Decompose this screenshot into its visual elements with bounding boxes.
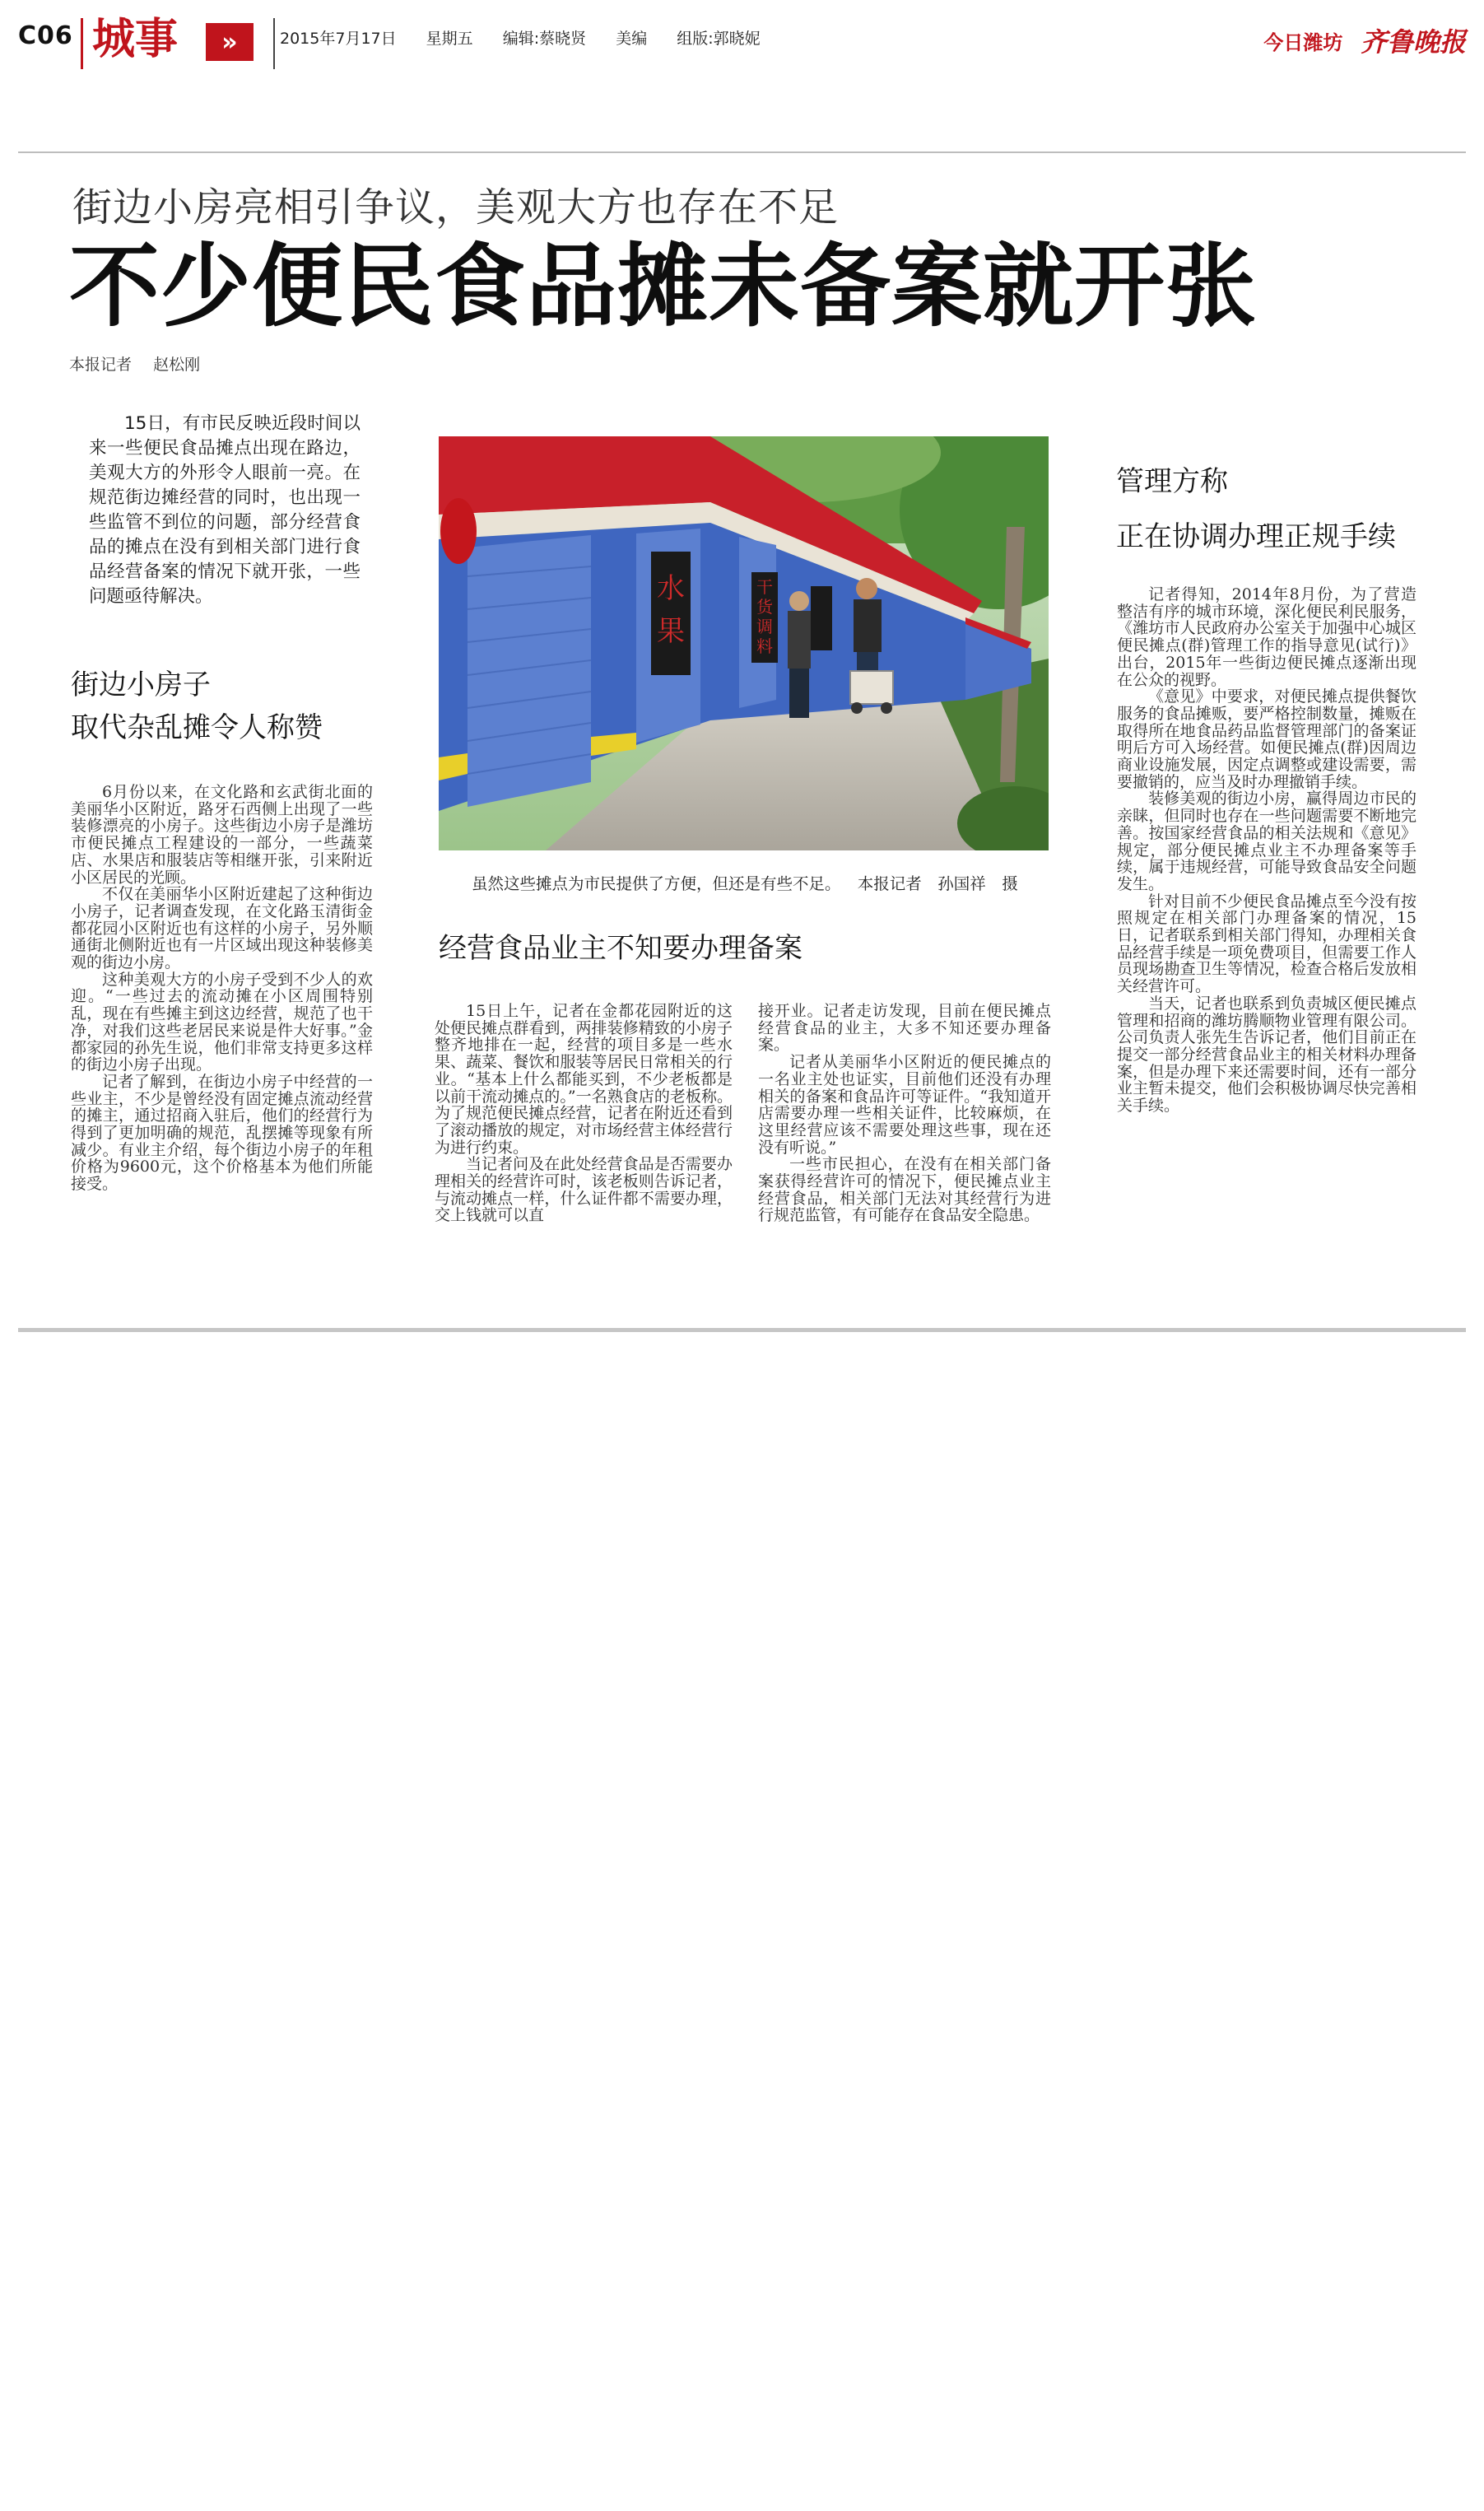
- section3-heading: [1116, 454, 1396, 565]
- section3-heading-line1: 管理方称: [1116, 465, 1228, 498]
- news-photo: [439, 436, 1049, 850]
- masthead-right: [1263, 21, 1466, 59]
- column-kicker: 今日潍坊: [1263, 30, 1343, 54]
- layout-credit: 组版:郭晓妮: [677, 30, 761, 48]
- article-lede: 15日，有市民反映近段时间以来一些便民食品摊点出现在路边，美观大方的外形令人眼前一亮。在规范街边摊经营的同时，也出现一些监管不到位的问题，部分经营食品的摊点在没有到相关部门进行食品经营备案的情况下就开张，一些问题亟待解决。: [89, 413, 361, 607]
- section2-paragraph: 15日上午，记者在金都花园附近的这处便民摊点群看到，两排装修精致的小房子整齐地排在一起，经营的项目多是一些水果、蔬菜、餐饮和服装等居民日常相关的行业。“基本上什么都能买到，不少老板都是以前干流动摊点的。”一名熟食店的老板称。为了规范便民摊点经营，记者在附近还看到了滚动播放的规定，对市场经营主体经营行为进行约束。: [435, 1002, 733, 1157]
- article-subhead: 街边小房亮相引争议，美观大方也存在不足: [72, 184, 840, 231]
- page-number: C06: [18, 21, 73, 50]
- svg-text:货: 货: [756, 597, 773, 617]
- section1-paragraph: 6月份以来，在文化路和玄武街北面的美丽华小区附近，路牙石西侧上出现了一些装修漂亮的小房子。这些街边小房子是潍坊市便民摊点工程建设的一部分，一些蔬菜店、水果店和服装店等相继开张，引来附近小区居民的光顾。: [71, 783, 373, 887]
- issue-weekday: 星期五: [426, 30, 473, 48]
- svg-text:干: 干: [756, 577, 773, 597]
- section1-heading: [71, 664, 323, 749]
- issue-date: 2015年7月17日: [280, 30, 397, 48]
- section1-heading-line2: 取代杂乱摊令人称赞: [71, 711, 323, 744]
- section1-paragraph: 记者了解到，在街边小房子中经营的一些业主，不少是曾经没有固定摊点流动经营的摊主，通过招商入驻后，他们的经营行为得到了更加明确的规范，乱摆摊等现象有所减少。有业主介绍，每个街边小房子的年租价格为9600元，这个价格基本为他们所能接受。: [71, 1072, 373, 1194]
- section2-body-col2: [758, 1003, 1051, 1224]
- byline: [69, 352, 200, 375]
- header-meta: [280, 26, 785, 49]
- section3-heading-line2: 正在协调办理正规手续: [1116, 520, 1396, 553]
- section2-paragraph: 一些市民担心，在没有在相关部门备案获得经营许可的情况下，便民摊点业主经营食品，相关部门无法对其经营行为进行规范监管，有可能存在食品安全隐患。: [758, 1155, 1051, 1225]
- photo-sign-fruit-char2: 果: [657, 615, 685, 648]
- photo-sign-fruit-char1: 水: [657, 572, 685, 605]
- section2-heading: 经营食品业主不知要办理备案: [439, 932, 802, 965]
- section2-body-col1: [435, 1003, 733, 1224]
- section3-body: [1117, 586, 1417, 1115]
- newspaper-logo: 齐鲁晚报: [1360, 26, 1466, 58]
- section3-paragraph: 《意见》中要求，对便民摊点提供餐饮服务的食品摊贩，要严格控制数量，摊贩在取得所在地食品药品监督管理部门的备案证明后方可入场经营。如便民摊点(群)因周边商业设施发展，因定点调整或建设需要，需要撤销的，应当及时办理撤销手续。: [1117, 687, 1417, 791]
- svg-text:调: 调: [756, 617, 773, 636]
- street-stalls-photo: [439, 436, 1049, 850]
- section2-paragraph: 记者从美丽华小区附近的便民摊点的一名业主处也证实，目前他们还没有办理相关的备案和食品许可等证件。“我知道开店需要办理一些相关证件，比较麻烦，在这里经营应该不需要处理这些事，现在还没有听说。”: [758, 1053, 1051, 1157]
- section2-paragraph: 接开业。记者走访发现，目前在便民摊点经营食品的业主，大多不知还要办理备案。: [758, 1002, 1051, 1055]
- section-name: 城事: [92, 15, 179, 64]
- art-editor-credit: 美编: [616, 30, 648, 48]
- photo-caption: [472, 871, 1018, 894]
- section3-paragraph: 装修美观的街边小房，赢得周边市民的亲睐，但同时也存在一些问题需要不断地完善。按国家经营食品的相关法规和《意见》规定，部分便民摊点业主不办理备案等手续，属于违规经营，可能导致食品安全问题发生。: [1117, 790, 1417, 893]
- section3-paragraph: 针对目前不少便民食品摊点至今没有按照规定在相关部门办理备案的情况，15日，记者联系到相关部门得知，办理相关食品经营手续是一项免费项目，但需要工作人员现场勘查卫生等情况，检查合格后发放相关经营许可。: [1117, 892, 1417, 996]
- photo-caption-text: 虽然这些摊点为市民提供了方便，但还是有些不足。: [472, 874, 841, 893]
- section1-paragraph: 这种美观大方的小房子受到不少人的欢迎。“一些过去的流动摊在小区周围特别乱，现在有些摊主到这边经营，规范了也干净，对我们这些老居民来说是件大好事。”金都家园的孙先生说，他们非常支持更多这样的街边小房子出现。: [71, 970, 373, 1074]
- byline-label: 本报记者: [69, 356, 133, 374]
- section1-body: [71, 784, 373, 1193]
- top-rule: [18, 151, 1466, 153]
- svg-text:料: 料: [756, 636, 773, 656]
- byline-name: 赵松刚: [153, 356, 201, 374]
- section1-paragraph: 不仅在美丽华小区附近建起了这种街边小房子，记者调查发现，在文化路玉清街金都花园小区附近也有这样的小房子，另外顺通街北侧附近也有一片区域出现这种装修美观的街边小房。: [71, 885, 373, 972]
- header-divider-2: [273, 18, 275, 69]
- editor-credit: 编辑:蔡晓贤: [502, 30, 587, 48]
- photo-credit: 本报记者 孙国祥 摄: [857, 874, 1018, 893]
- section2-paragraph: 当记者问及在此处经营食品是否需要办理相关的经营许可时，该老板则告诉记者，与流动摊点一样，什么证件都不需要办理，交上钱就可以直: [435, 1155, 733, 1225]
- section3-paragraph: 记者得知，2014年8月份，为了营造整洁有序的城市环境，深化便民利民服务，《潍坊市人民政府办公室关于加强中心城区便民摊点(群)管理工作的指导意见(试行)》出台，2015年一些街边便民摊点逐渐出现在公众的视野。: [1117, 585, 1417, 689]
- section3-paragraph: 当天，记者也联系到负责城区便民摊点管理和招商的潍坊腾顺物业管理有限公司。公司负责人张先生告诉记者，他们目前正在提交一部分经营食品业主的相关材料办理备案，但是办理下来还需要时间，还有一部分业主暂未提交，他们会积极协调尽快完善相关手续。: [1117, 994, 1417, 1116]
- header-divider: [81, 18, 83, 69]
- double-chevron-right-icon: »: [206, 23, 254, 61]
- page-header: [0, 0, 1484, 82]
- section1-heading-line1: 街边小房子: [71, 669, 211, 701]
- bottom-rule: [18, 1328, 1466, 1332]
- article-headline: 不少便民食品摊未备案就开张: [69, 234, 1257, 339]
